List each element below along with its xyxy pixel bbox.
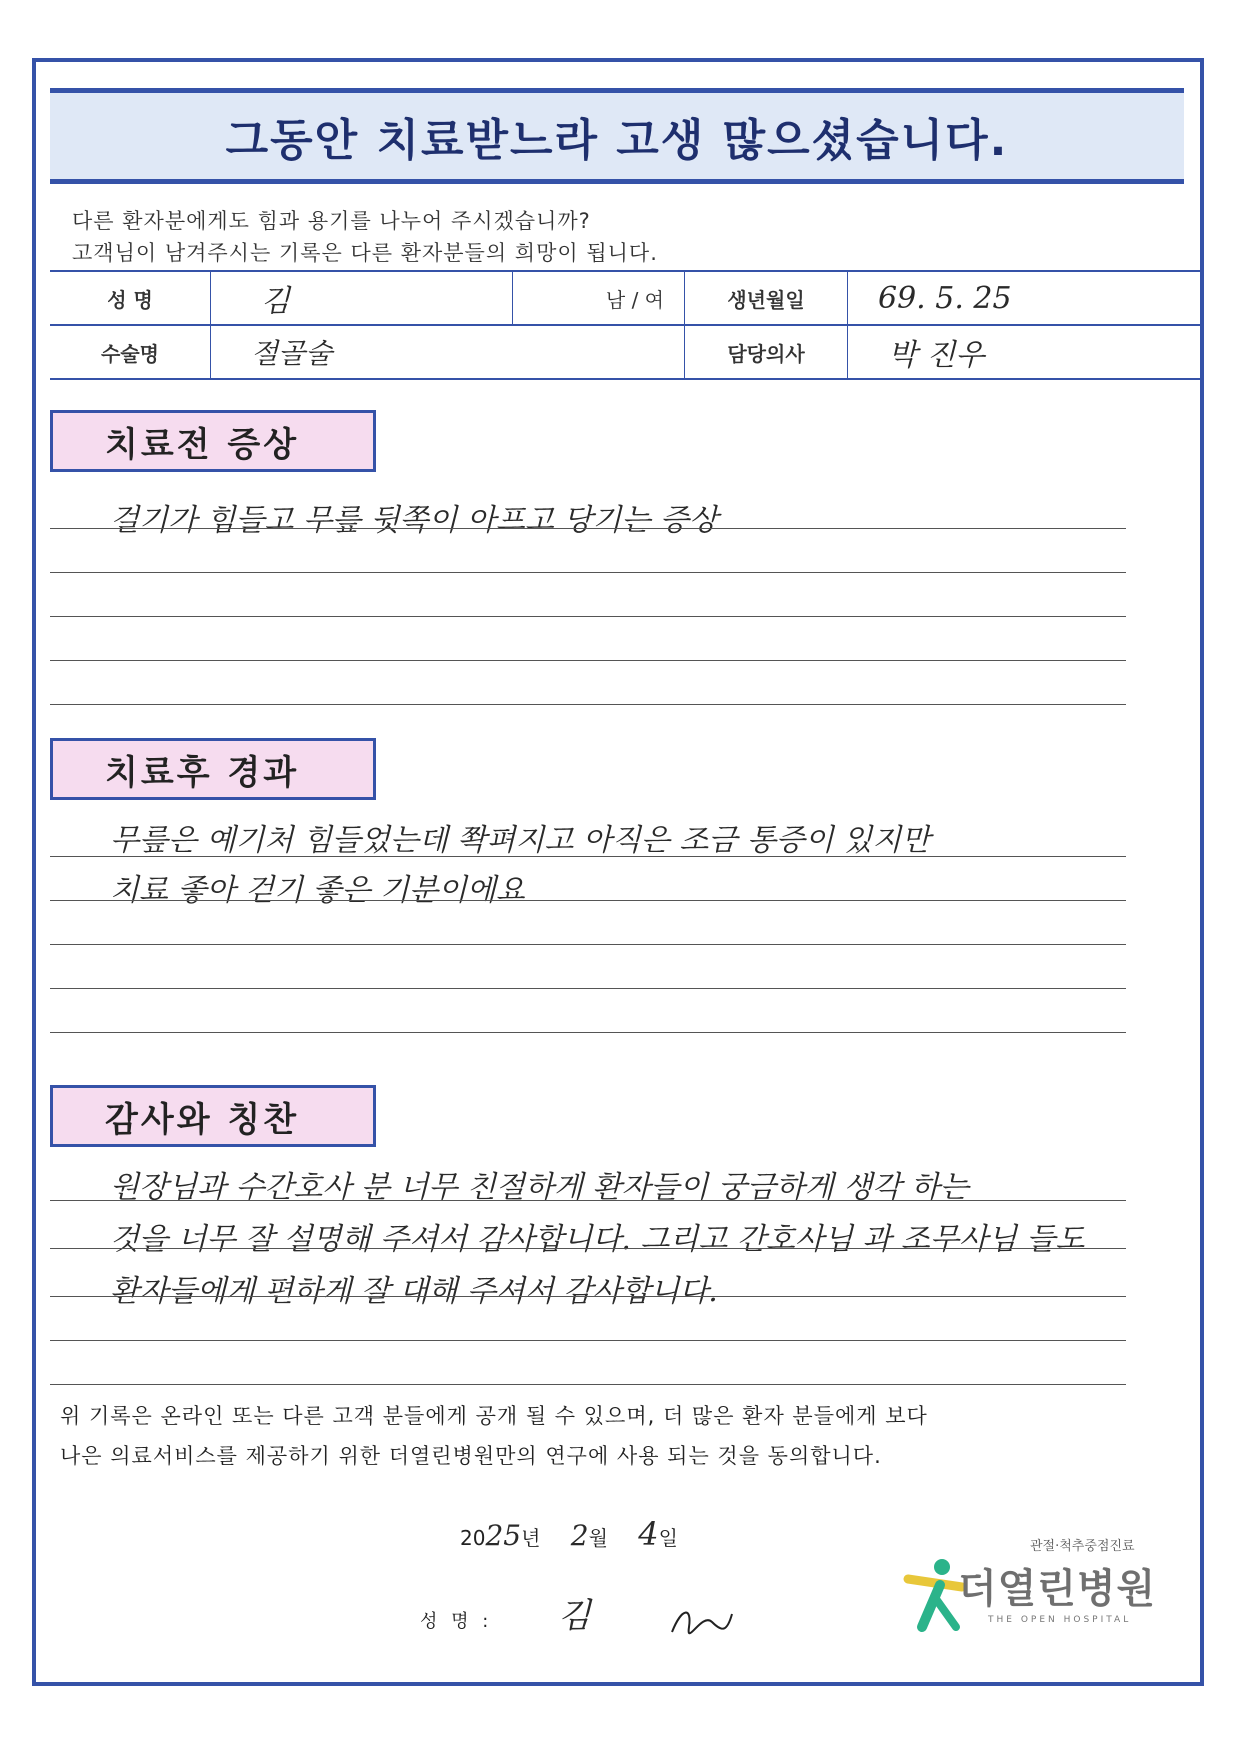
thanks-text-line-2: 것을 너무 잘 설명해 주셔서 감사합니다. 그리고 간호사님 과 조무사님 들도 xyxy=(110,1222,1085,1257)
date-line xyxy=(460,1515,678,1553)
signature-line xyxy=(420,1588,737,1642)
page-title: 그동안 치료받느라 고생 많으셨습니다. xyxy=(225,115,1009,166)
thanks-text-line-3: 환자들에게 편하게 잘 대해 주셔서 감사합니다. xyxy=(110,1274,718,1309)
rule xyxy=(50,900,1126,901)
name-label: 성 명 xyxy=(50,271,211,325)
signature-name: 김 xyxy=(558,1596,591,1636)
rule xyxy=(50,1384,1126,1385)
consent-line-2: 나은 의료서비스를 제공하기 위한 더열린병원만의 연구에 사용 되는 것을 동의합니다. xyxy=(60,1444,882,1468)
doctor-value: 박 진우 xyxy=(848,325,1201,379)
date-day: 4 xyxy=(638,1515,659,1553)
after-text-line-1: 무릎은 예기처 힘들었는데 쫙펴지고 아직은 조금 통증이 있지만 xyxy=(110,823,931,858)
gender-label: 남 / 여 xyxy=(605,287,664,312)
after-text-line-2: 치료 좋아 걷기 좋은 기분이에요 xyxy=(110,873,525,908)
logo-name: 더열린병원 xyxy=(958,1566,1157,1612)
intro-line-2: 고객님이 남겨주시는 기록은 다른 환자분들의 희망이 됩니다. xyxy=(72,241,658,265)
title-banner xyxy=(50,88,1184,184)
rule xyxy=(50,1200,1126,1201)
rule xyxy=(50,528,1126,529)
date-day-unit: 일 xyxy=(658,1526,678,1550)
rule xyxy=(50,704,1126,705)
handwritten-signature xyxy=(667,1602,737,1642)
doctor-label: 담당의사 xyxy=(685,325,848,379)
signature-label: 성 명 : xyxy=(420,1611,493,1632)
rule xyxy=(50,660,1126,661)
rule xyxy=(50,1296,1126,1297)
section-after-heading: 치료후 경과 xyxy=(50,738,376,800)
rule xyxy=(50,1340,1126,1341)
intro-line-1: 다른 환자분에게도 힘과 용기를 나누어 주시겠습니까? xyxy=(72,209,591,233)
section-before-heading: 치료전 증상 xyxy=(50,410,376,472)
rule xyxy=(50,616,1126,617)
rule xyxy=(50,1248,1126,1249)
thanks-text-line-1: 원장님과 수간호사 분 너무 친절하게 환자들이 궁금하게 생각 하는 xyxy=(110,1170,969,1205)
name-value: 김 xyxy=(211,271,513,325)
rule xyxy=(50,988,1126,989)
date-year-unit: 년 xyxy=(521,1526,541,1550)
gender-selector xyxy=(513,271,685,325)
surgery-label: 수술명 xyxy=(50,325,211,379)
rule xyxy=(50,1032,1126,1033)
birth-label: 생년월일 xyxy=(685,271,848,325)
logo-tagline: 관절·척추중점진료 xyxy=(1030,1539,1135,1554)
rule xyxy=(50,944,1126,945)
date-year: 25 xyxy=(485,1519,522,1552)
before-text-line-1: 걸기가 힘들고 무릎 뒷쪽이 아프고 당기는 증상 xyxy=(110,503,718,538)
birth-value: 69. 5. 25 xyxy=(848,271,1201,325)
date-month: 2 xyxy=(570,1519,589,1552)
date-prefix: 20 xyxy=(460,1526,486,1550)
patient-info-table xyxy=(50,270,1200,380)
consent-line-1: 위 기록은 온라인 또는 다른 고객 분들에게 공개 될 수 있으며, 더 많은 환자 분들에게 보다 xyxy=(60,1404,928,1428)
surgery-value: 절골술 xyxy=(211,325,685,379)
section-thanks-heading: 감사와 칭찬 xyxy=(50,1085,376,1147)
rule xyxy=(50,572,1126,573)
rule xyxy=(50,856,1126,857)
hospital-logo xyxy=(900,1535,1180,1645)
date-month-unit: 월 xyxy=(588,1526,608,1550)
logo-english: THE OPEN HOSPITAL xyxy=(988,1615,1132,1625)
